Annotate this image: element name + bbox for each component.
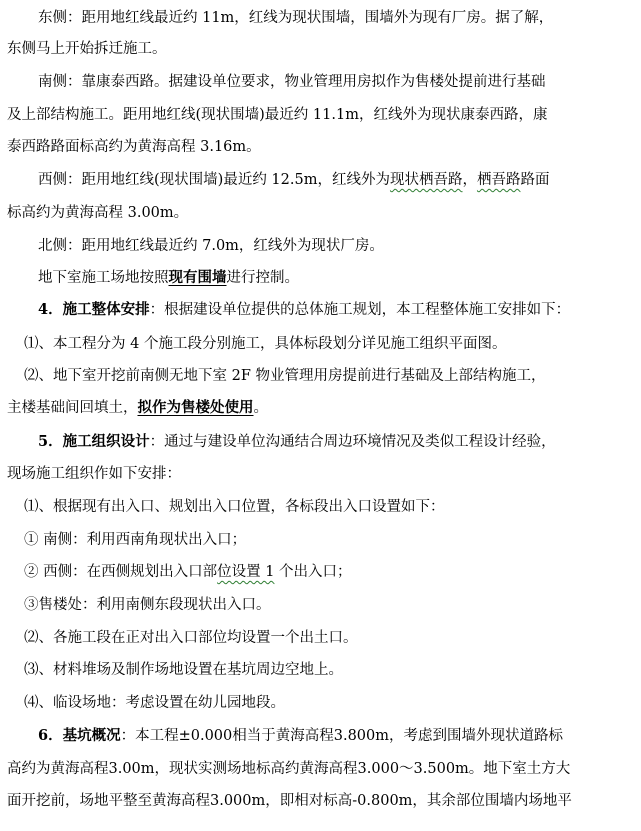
section-4-title: 施工整体安排 <box>62 301 150 318</box>
basement-text-a: 地下室施工场地按照 <box>38 270 169 286</box>
west-road-wavy-1: 现状栖吾路 <box>389 172 463 188</box>
sales-office-emphasis: 拟作为售楼处使用 <box>137 399 254 416</box>
section-4-item-2-line-1: ⑵、地下室开挖前南侧无地下室 2F 物业管理用房提前进行基础及上部结构施工， <box>24 368 546 384</box>
section-4-item-2-end: 。 <box>253 400 268 416</box>
section-5-item-4: ⑷、临设场地：考虑设置在幼儿园地段。 <box>24 695 285 711</box>
west-text-a: 西侧：距用地红线(现状围墙)最近约 12.5m，红线外为 <box>38 172 390 188</box>
section-4-item-2-line-2 <box>7 398 268 418</box>
south-side-line-1: 南侧：靠康泰西路。据建设单位要求，物业管理用房拟作为售楼处提前进行基础 <box>38 74 546 90</box>
section-6-title: 基坑概况 <box>62 727 121 744</box>
west-road-wavy-2: 栖吾路 <box>476 172 521 188</box>
section-4-intro: ：根据建设单位提供的总体施工规划，本工程整体施工安排如下： <box>149 302 571 318</box>
west-text-e: 路面 <box>520 172 550 188</box>
section-5-line-2: 现场施工组织作如下安排： <box>7 466 181 482</box>
entrance-west-text-c: 个出入口； <box>274 564 352 580</box>
existing-wall-emphasis: 现有围墙 <box>168 269 227 286</box>
basement-control-line <box>38 268 299 288</box>
section-6-intro: ：本工程±0.000相当于黄海高程3.800m，考虑到围墙外现状道路标 <box>120 728 564 744</box>
south-side-line-3: 泰西路路面标高约为黄海高程 3.16m。 <box>7 139 261 155</box>
section-5-intro: ：通过与建设单位沟通结合周边环境情况及类似工程设计经验， <box>149 434 556 450</box>
section-5-entrance-west <box>24 562 352 582</box>
section-5-heading <box>38 432 556 452</box>
east-side-line-1: 东侧：距用地红线最近约 11m，红线为现状围墙，围墙外为现有厂房。据了解， <box>38 10 554 26</box>
section-6-heading <box>38 726 563 746</box>
section-5-entrance-south: ① 南侧：利用西南角现状出入口； <box>24 532 247 548</box>
section-5-item-2: ⑵、各施工段在正对出入口部位均设置一个出土口。 <box>24 630 358 646</box>
basement-text-c: 进行控制。 <box>226 270 299 286</box>
section-5-number: 5． <box>38 433 63 450</box>
section-4-number: 4． <box>38 301 63 318</box>
west-side-line-1 <box>38 170 549 190</box>
section-4-heading <box>38 300 570 320</box>
section-6-line-3: 面开挖前，场地平整至黄海高程3.000m，即相对标高-0.800m，其余部位围墙内场地平 <box>7 793 572 809</box>
east-side-line-2: 东侧马上开始拆迁施工。 <box>7 41 167 57</box>
west-text-c: ， <box>462 172 477 188</box>
section-5-title: 施工组织设计 <box>62 433 150 450</box>
south-side-line-2: 及上部结构施工。距用地红线(现状围墙)最近约 11.1m，红线外为现状康泰西路，康 <box>7 107 548 123</box>
section-6-number: 6． <box>38 727 63 744</box>
entrance-west-wavy: 位设置 1 <box>217 564 275 580</box>
entrance-west-text-a: ② 西侧：在西侧规划出入口部 <box>24 564 218 580</box>
north-side-line: 北侧：距用地红线最近约 7.0m，红线外为现状厂房。 <box>38 238 384 254</box>
section-4-item-1: ⑴、本工程分为 4 个施工段分别施工，具体标段划分详见施工组织平面图。 <box>24 336 507 352</box>
section-6-line-2: 高约为黄海高程3.00m，现状实测场地标高约黄海高程3.000～3.500m。地下室土方大 <box>7 761 571 777</box>
section-5-entrance-sales-office: ③售楼处：利用南侧东段现状出入口。 <box>24 597 271 613</box>
west-side-line-2: 标高约为黄海高程 3.00m。 <box>7 205 189 221</box>
section-5-item-3: ⑶、材料堆场及制作场地设置在基坑周边空地上。 <box>24 662 343 678</box>
section-5-item-1: ⑴、根据现有出入口、规划出入口位置，各标段出入口设置如下： <box>24 499 445 515</box>
section-4-item-2-text: 主楼基础间回填土， <box>7 400 138 416</box>
